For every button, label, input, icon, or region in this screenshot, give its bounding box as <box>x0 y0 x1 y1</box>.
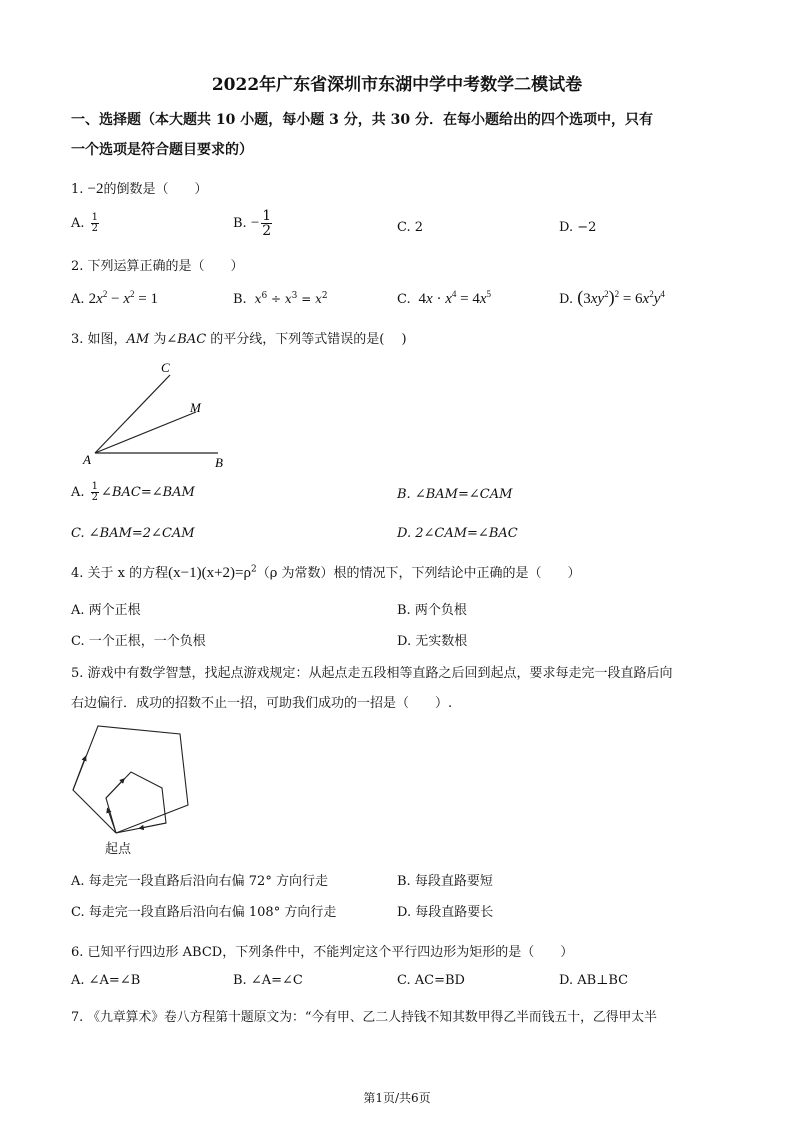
option-label: A. <box>71 292 85 307</box>
question-2-stem: 2. 下列运算正确的是（ ） <box>71 259 244 274</box>
section-heading-line2: 一个选项是符合题目要求的） <box>71 142 253 158</box>
minus-sign: − <box>250 215 260 231</box>
q2-option-b: B. $x^6 \div x^3 = x^2$ <box>233 291 328 307</box>
inner-path <box>106 772 166 833</box>
question-5-line1: 5. 游戏中有数学智慧，找起点游戏规定：从起点走五段相等直路之后回到起点，要求每走完一段直路后向 <box>71 666 673 681</box>
option-label: B. <box>233 292 247 307</box>
q4-option-c: C. 一个正根，一个负根 <box>71 634 206 649</box>
option-label: A. <box>71 216 85 231</box>
q3-option-a: A. $\frac{1}{2}$ ∠BAC=∠BAM <box>71 481 195 503</box>
q2-option-a: A. $2x^2 - x^2 = 1$ <box>71 289 158 307</box>
point-label-a: A <box>83 452 91 467</box>
pentagon-path-figure <box>68 720 208 860</box>
q6-option-d: D. AB⊥BC <box>559 973 629 988</box>
q2-option-d: D. $(3xy^2)^2 = 6x^2y^4$ <box>559 287 665 307</box>
q5-option-c: C. 每走完一段直路后沿向右偏 108° 方向行走 <box>71 905 337 920</box>
page-title: 2022年广东省深圳市东湖中学中考数学二模试卷 <box>211 75 583 95</box>
outer-path <box>73 726 188 833</box>
start-point-label: 起点 <box>105 842 132 857</box>
fraction: $\frac{1}{2}$ <box>91 481 99 503</box>
q5-option-b: B. 每段直路要短 <box>397 874 493 889</box>
q6-option-a: A. ∠A=∠B <box>71 973 141 988</box>
q6-option-c: C. AC=BD <box>397 973 465 988</box>
ray-ac <box>95 375 170 453</box>
angle-bisector-figure <box>78 360 238 470</box>
q5-option-d: D. 每段直路要长 <box>397 905 494 920</box>
outer-arrow <box>73 758 85 790</box>
fraction: $\frac{1}{2}$ <box>262 208 272 239</box>
question-3-stem: 3. 如图，AM 为∠BAC 的平分线，下列等式错误的是( ) <box>71 332 407 347</box>
page-footer: 第1页/共6页 <box>363 1091 431 1105</box>
point-label-b: B <box>215 455 223 470</box>
q1-option-b <box>233 209 274 238</box>
question-4-stem: 4. 关于 x 的方程$(x-1)(x+2)=\rho^2(\rho$ 为常数）根的情况下，下列结论中正确的是（ ） <box>71 564 581 581</box>
point-label-m: M <box>190 400 201 415</box>
q4-option-b: B. 两个负根 <box>397 603 467 618</box>
question-1-stem <box>71 178 208 198</box>
q2-option-c: C. $4x \cdot x^4 = 4x^5$ <box>397 289 491 307</box>
q1-option-c: C. 2 <box>397 220 424 235</box>
q6-option-b: B. ∠A=∠C <box>233 973 303 988</box>
q3-option-c: C. ∠BAM=2∠CAM <box>71 526 195 541</box>
section-heading-line1: 一、选择题（本大题共 10 小题，每小题 3 分，共 30 分．在每小题给出的四个选项中，只有 <box>71 112 653 128</box>
option-label: D. <box>559 292 574 307</box>
inner-arrow-bottom <box>141 823 166 828</box>
q4-option-d: D. 无实数根 <box>397 634 468 649</box>
q3-option-d: D. 2∠CAM=∠BAC <box>397 526 518 541</box>
q5-option-a: A. 每走完一段直路后沿向右偏 72° 方向行走 <box>71 874 328 889</box>
ray-am <box>95 412 196 453</box>
q3-option-b: B. ∠BAM=∠CAM <box>397 487 513 502</box>
q1-math: −2 <box>87 181 104 197</box>
point-label-c: C <box>161 360 170 375</box>
q1-option-d: D. −2 <box>559 220 597 235</box>
question-5-line2: 右边偏行．成功的招数不止一招，可助我们成功的一招是（ ）. <box>71 696 453 711</box>
inner-arrow-left <box>106 780 123 798</box>
option-label: C. <box>397 292 411 307</box>
q1-option-a <box>71 213 101 234</box>
q1-text: 的倒数是（ ） <box>103 182 208 197</box>
q1-number: 1. <box>71 182 84 197</box>
question-7-line1: 7. 《九章算术》卷八方程第十题原文为：“今有甲、乙二人持钱不知其数甲得乙半而钱五十，乙得甲太半 <box>71 1010 657 1025</box>
question-6-stem: 6. 已知平行四边形 ABCD，下列条件中，不能判定这个平行四边形为矩形的是（ ） <box>71 945 574 960</box>
option-label: B. <box>233 216 247 231</box>
q4-option-a: A. 两个正根 <box>71 603 141 618</box>
fraction: $\frac{1}{2}$ <box>91 212 99 234</box>
